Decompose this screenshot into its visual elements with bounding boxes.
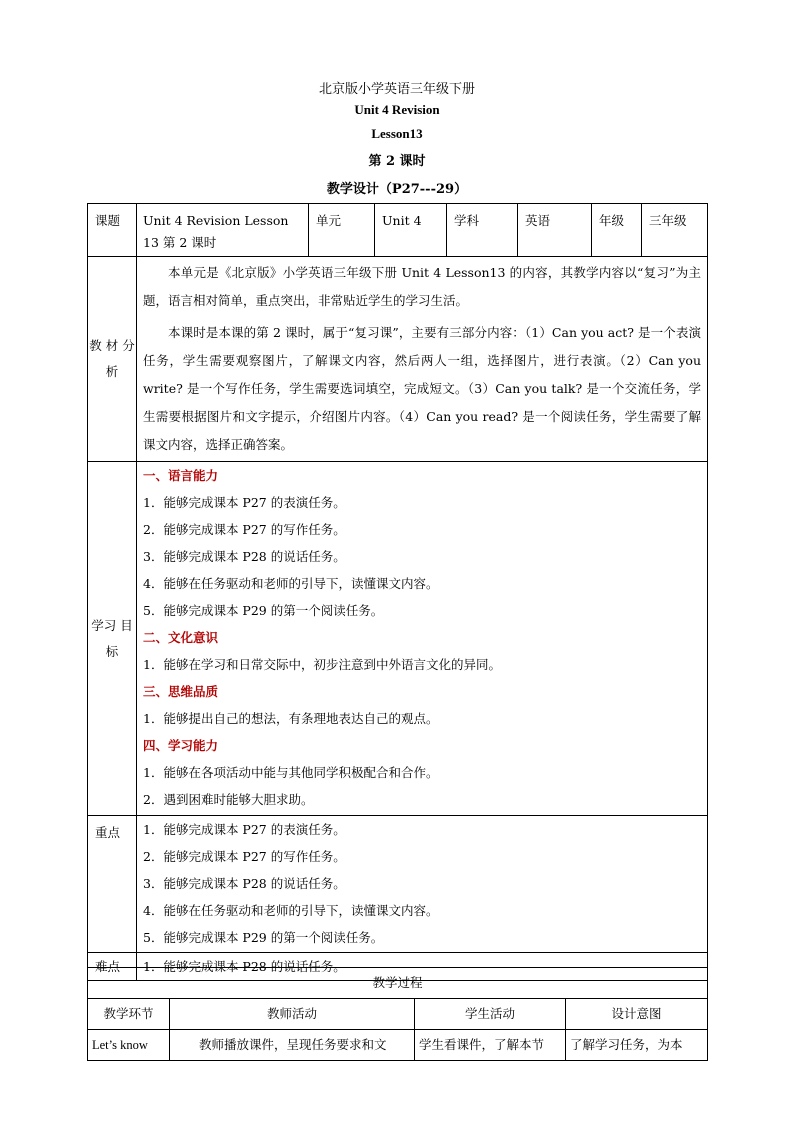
list-item: 4．能够在任务驱动和老师的引导下，读懂课文内容。 xyxy=(143,903,439,918)
list-item: 4．能够在任务驱动和老师的引导下，读懂课文内容。 xyxy=(143,576,439,591)
subject-label: 学科 xyxy=(447,204,518,257)
key-points-content xyxy=(137,816,708,953)
objectives-label: 学习 目标 xyxy=(88,462,137,816)
list-item: 5．能够完成课本 P29 的第一个阅读任务。 xyxy=(143,930,384,945)
list-item: 1．能够完成课本 P27 的表演任务。 xyxy=(143,495,346,510)
grade-value: 三年级 xyxy=(642,204,708,257)
lesson-plan-table xyxy=(87,203,708,981)
doc-title: 北京版小学英语三年级下册 xyxy=(318,82,475,97)
analysis-row xyxy=(88,257,708,462)
design-intent-cell: 了解学习任务，为本 xyxy=(566,1030,708,1061)
analysis-paragraph-1: 本单元是《北京版》小学英语三年级下册 Unit 4 Lesson13 的内容，其教学内容以“复习”为主题，语言相对简单，重点突出，非常贴近学生的学习生活。 xyxy=(143,265,701,308)
stage-cell: Let’s know xyxy=(88,1030,170,1061)
unit-value: Unit 4 xyxy=(375,204,447,257)
key-points-label: 重点 xyxy=(88,816,137,953)
topic-label: 课题 xyxy=(88,204,137,257)
list-item: 1．能够完成课本 P28 的说话任务。 xyxy=(143,959,346,974)
process-title: 教学过程 xyxy=(88,968,708,999)
teaching-process-table xyxy=(87,967,708,1061)
column-header-intent: 设计意图 xyxy=(566,999,708,1030)
process-title-row xyxy=(88,968,708,999)
student-activity-cell: 学生看课件，了解本节 xyxy=(415,1030,566,1061)
list-item: 3．能够完成课本 P28 的说话任务。 xyxy=(143,876,346,891)
objectives-section-title: 四、学习能力 xyxy=(143,738,219,753)
analysis-paragraph-2: 本课时是本课的第 2 课时，属于“复习课”，主要有三部分内容：（1）Can you act? 是一个表演任务，学生需要观察图片，了解课文内容，然后两人一组，选择图片，进行表演。（2）Can you write? 是一个写作任务，学生需要选词填空，完成短文。（3）Can you talk? 是一个交流任务，学生需要根据图片和文字提示，介绍图片内容。（4）Can you read? 是一个阅读任务，学生需要了解课文内容，选择正确答案。 xyxy=(143,325,701,452)
list-item: 1．能够完成课本 P27 的表演任务。 xyxy=(143,822,346,837)
objectives-section-title: 一、语言能力 xyxy=(143,468,219,483)
list-item: 1．能够提出自己的想法，有条理地表达自己的观点。 xyxy=(143,711,439,726)
list-item: 2．能够完成课本 P27 的写作任务。 xyxy=(143,849,346,864)
subject-value: 英语 xyxy=(518,204,592,257)
info-row xyxy=(88,204,708,257)
list-item: 2．遇到困难时能够大胆求助。 xyxy=(143,792,314,807)
process-header-row xyxy=(88,999,708,1030)
objectives-section-title: 二、文化意识 xyxy=(143,630,219,645)
list-item: 2．能够完成课本 P27 的写作任务。 xyxy=(143,522,346,537)
column-header-student: 学生活动 xyxy=(415,999,566,1030)
key-points-row xyxy=(88,816,708,953)
objectives-row xyxy=(88,462,708,816)
grade-label: 年级 xyxy=(592,204,642,257)
list-item: 3．能够完成课本 P28 的说话任务。 xyxy=(143,549,346,564)
column-header-stage: 教学环节 xyxy=(88,999,170,1030)
unit-label: 单元 xyxy=(309,204,375,257)
analysis-label: 教 材 分析 xyxy=(88,257,137,462)
objectives-content xyxy=(137,462,708,816)
column-header-teacher: 教师活动 xyxy=(170,999,415,1030)
list-item: 1．能够在学习和日常交际中，初步注意到中外语言文化的异同。 xyxy=(143,657,501,672)
period-title: 第 2 课时 xyxy=(368,154,426,169)
analysis-content xyxy=(137,257,708,462)
topic-value: Unit 4 Revision Lesson 13 第 2 课时 xyxy=(137,204,309,257)
objectives-section-title: 三、思维品质 xyxy=(143,684,219,699)
difficult-points-label: 难点 xyxy=(88,953,137,981)
design-title: 教学设计（P27---29） xyxy=(326,182,468,197)
list-item: 5．能够完成课本 P29 的第一个阅读任务。 xyxy=(143,603,384,618)
list-item: 1．能够在各项活动中能与其他同学积极配合和合作。 xyxy=(143,765,439,780)
unit-title: Unit 4 Revision xyxy=(354,102,440,117)
process-row xyxy=(88,1030,708,1061)
lesson-title: Lesson13 xyxy=(371,126,423,141)
teacher-activity-cell: 教师播放课件，呈现任务要求和文 xyxy=(170,1030,415,1061)
